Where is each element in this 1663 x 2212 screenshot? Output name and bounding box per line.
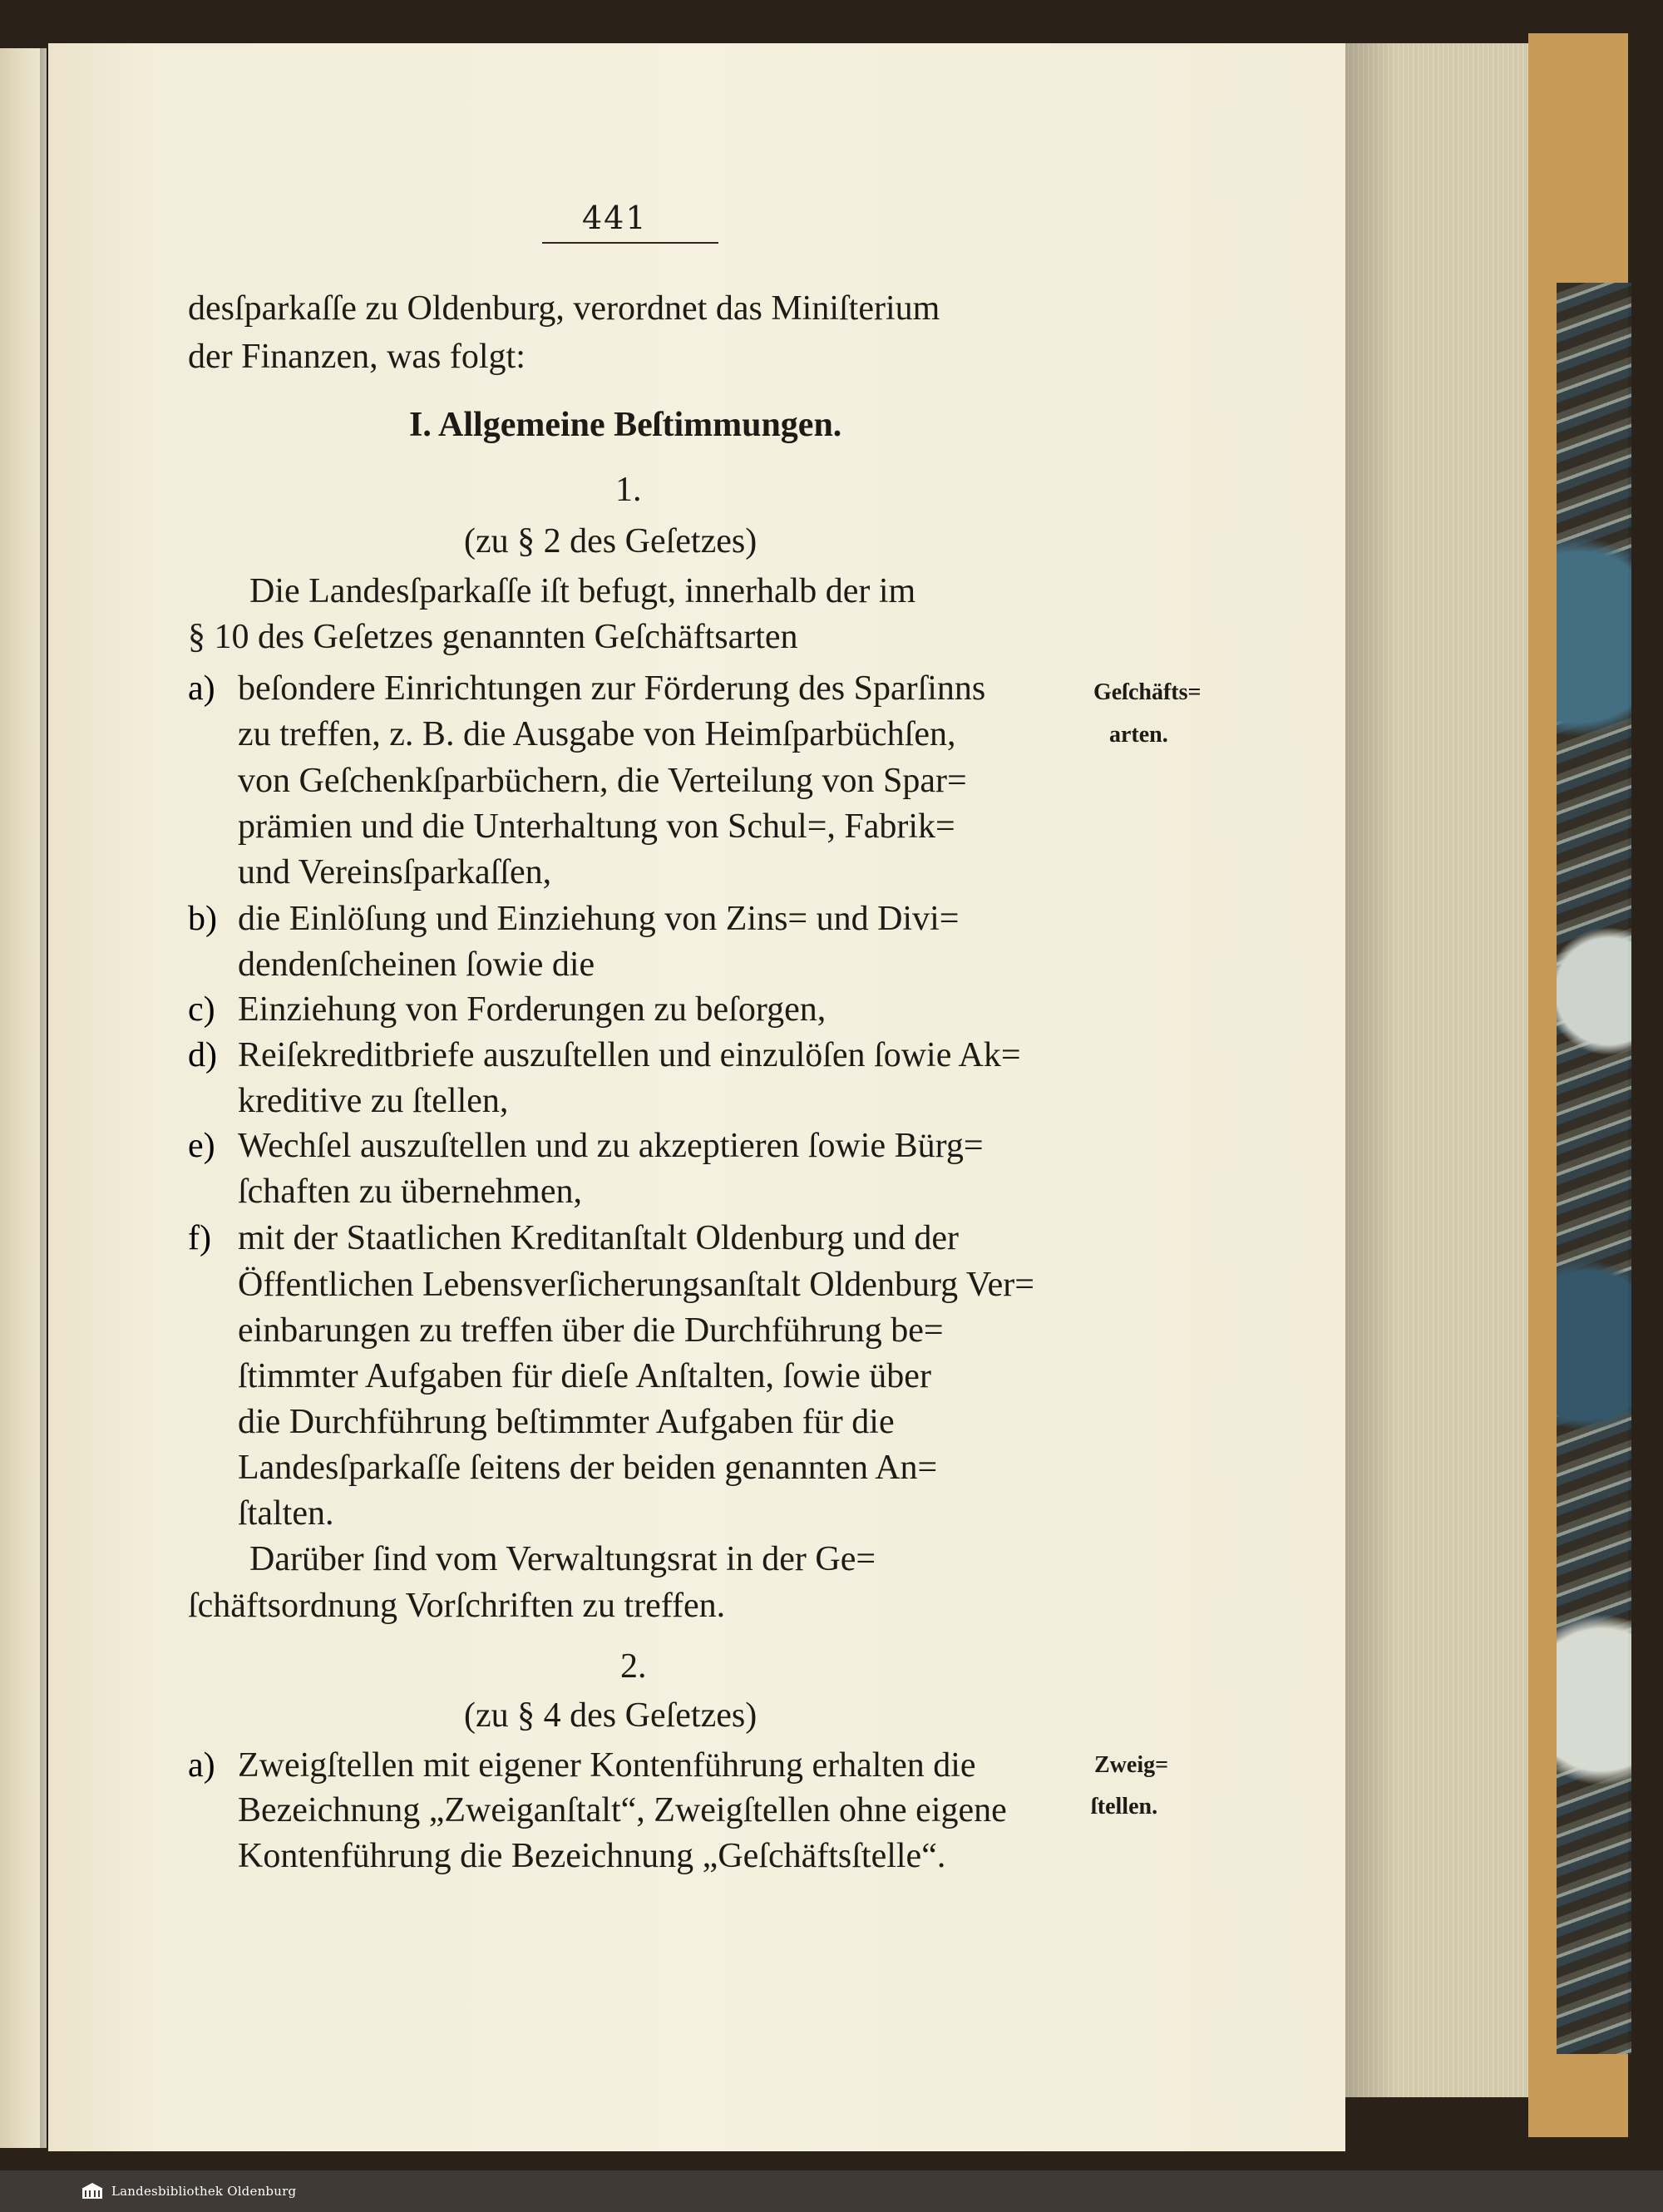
intro-line-2: der Finanzen, was folgt: <box>188 338 526 376</box>
library-building-icon <box>81 2182 103 2200</box>
list-f-line-5: die Durchführung beſtimmter Aufgaben für die <box>238 1403 895 1441</box>
marginal-note-geschaeftsarten-line-1: Geſchäfts= <box>1093 679 1202 705</box>
item2-a-line-2: Bezeichnung „Zweiganſtalt“, Zweigſtellen ohne eigene <box>238 1791 1007 1829</box>
item2-number: 2. <box>620 1647 647 1686</box>
list-a-line-1: beſondere Einrichtungen zur Förderung des Sparſinns <box>238 669 986 708</box>
list-e-line-1: Wechſel auszuſtellen und zu akzeptieren ſowie Bürg= <box>238 1127 984 1165</box>
header-rule <box>542 242 718 244</box>
item1-reference: (zu § 2 des Geſetzes) <box>464 522 757 560</box>
library-footer <box>0 2170 1663 2212</box>
list-e-line-2: ſchaften zu übernehmen, <box>238 1173 582 1211</box>
list-label-f: f) <box>188 1219 211 1257</box>
section-heading: I. Allgemeine Beſtimmungen. <box>409 406 842 444</box>
marginal-note-zweigstellen-line-2: ſtellen. <box>1091 1794 1158 1819</box>
marginal-note-geschaeftsarten-line-2: arten. <box>1109 722 1168 748</box>
list-f-line-7: ſtalten. <box>238 1494 334 1533</box>
item1-text-line-1: Die Landesſparkaſſe iſt befugt, innerhalb der im <box>249 572 916 610</box>
list-b-line-1: die Einlöſung und Einziehung von Zins= und Divi= <box>238 900 960 938</box>
intro-line-1: desſparkaſſe zu Oldenburg, verordnet das Miniſterium <box>188 289 940 328</box>
closing-line-1: Darüber ſind vom Verwaltungsrat in der Ge= <box>249 1540 876 1578</box>
list-f-line-2: Öffentlichen Lebensverſicherungsanſtalt Oldenburg Ver= <box>238 1266 1034 1304</box>
list-f-line-3: einbarungen zu treffen über die Durchführung be= <box>238 1311 944 1350</box>
list-a-line-2: zu treffen, z. B. die Ausgabe von Heimſparbüchſen, <box>238 715 956 753</box>
marginal-note-zweigstellen-line-1: Zweig= <box>1094 1752 1169 1778</box>
item1-text-line-2: § 10 des Geſetzes genannten Geſchäftsarten <box>188 618 798 656</box>
list-f-line-4: ſtimmter Aufgaben für dieſe Anſtalten, ſowie über <box>238 1357 931 1395</box>
list-a-line-3: von Geſchenkſparbüchern, die Verteilung von Spar= <box>238 762 967 800</box>
list-a-line-5: und Vereinsſparkaſſen, <box>238 853 552 891</box>
item2-a-line-1: Zweigſtellen mit eigener Kontenführung erhalten die <box>238 1746 976 1785</box>
item1-number: 1. <box>615 471 642 509</box>
list-b-line-2: dendenſcheinen ſowie die <box>238 946 595 984</box>
library-name: Landesbibliothek Oldenburg <box>111 2184 297 2199</box>
item2-label-a: a) <box>188 1746 215 1785</box>
list-label-c: c) <box>188 990 215 1029</box>
item2-a-line-3: Kontenführung die Bezeichnung „Geſchäftsſtelle“. <box>238 1837 946 1875</box>
item2-reference: (zu § 4 des Geſetzes) <box>464 1696 757 1735</box>
list-label-e: e) <box>188 1127 215 1165</box>
list-label-b: b) <box>188 900 217 938</box>
page-stack-shadow <box>1345 43 1395 2097</box>
closing-line-2: ſchäftsordnung Vorſchriften zu treffen. <box>188 1587 726 1625</box>
list-f-line-1: mit der Staatlichen Kreditanſtalt Oldenburg und der <box>238 1219 959 1257</box>
list-a-line-4: prämien und die Unterhaltung von Schul=, Fabrik= <box>238 807 955 846</box>
list-d-line-2: kreditive zu ſtellen, <box>238 1082 509 1120</box>
list-c-line-1: Einziehung von Forderungen zu beſorgen, <box>238 990 827 1029</box>
list-label-d: d) <box>188 1036 217 1074</box>
list-label-a: a) <box>188 669 215 708</box>
list-f-line-6: Landesſparkaſſe ſeitens der beiden genannten An= <box>238 1449 938 1487</box>
marbled-endpaper <box>1557 283 1631 2054</box>
page-number: 441 <box>582 200 648 236</box>
list-d-line-1: Reiſekreditbriefe auszuſtellen und einzulöſen ſowie Ak= <box>238 1036 1021 1074</box>
